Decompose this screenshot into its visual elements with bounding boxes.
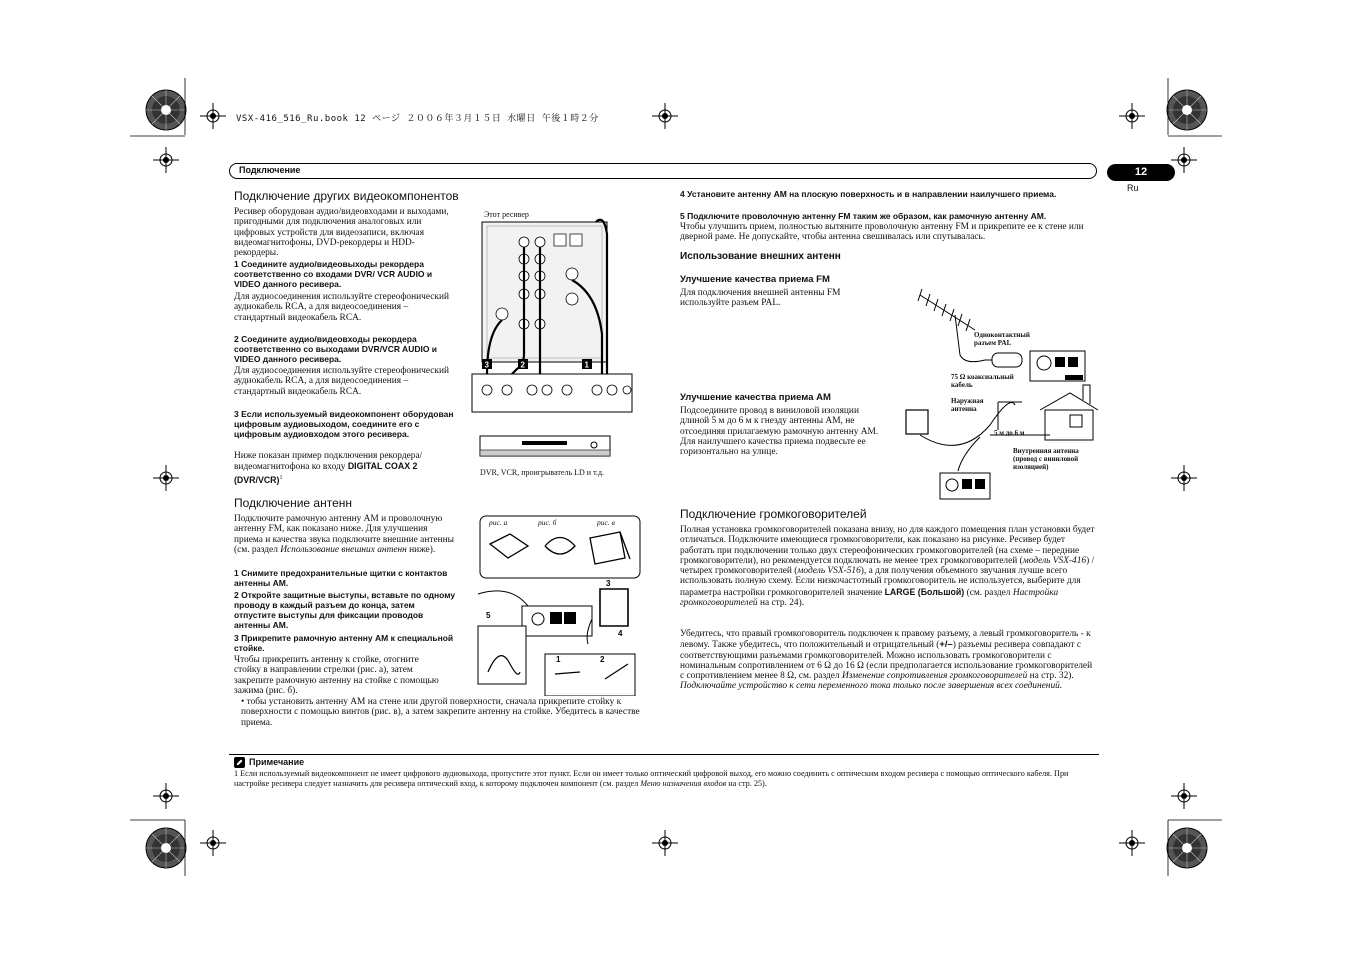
antenna-intro-text: Подключите рамочную антенну AM и проволочную антенну FM, как показано ниже. Для улучшения приема и качества звука подключите внешние антенны (см. раздел <box>234 514 454 555</box>
note-title: Примечание <box>249 757 305 767</box>
wire-length-label: 5 м до 6 м <box>994 429 1025 437</box>
antenna-step3-text: Чтобы прикрепить антенну к стойке, отогните стойку в направлении стрелки (рис. а), затем закрепите рамочную антенну на стойке с помощью зажима (рис. б). <box>234 655 439 696</box>
digital-coax-label: DIGITAL COAX 2 (DVR/VCR) <box>234 461 418 485</box>
antenna-step5-text: Чтобы улучшить прием, полностью вытяните проволочную антенну FM и прикрепите ее к стене или дверной раме. Не допускайте, чтобы антенна свешивалась или спутывалась. <box>680 222 1084 243</box>
am-improve-title: Улучшение качества приема AM <box>680 392 831 403</box>
fm-yagi-antenna-icon <box>918 289 995 362</box>
video-step2: 2 Соедините аудио/видеовходы рекордера соответственно со выходами DVR/VCR AUDIO и VIDEO данного ресивера. <box>234 334 438 364</box>
antenna-bullet: • тобы установить антенну AM на стене или другой поверхности, сначала прикрепите стойку к поверхности с помощью винтов (рис. в), а затем закрепите антенну на стойке. Убедитесь в качестве приема. <box>241 697 640 728</box>
video-step1-text: Для аудиосоединения используйте стереофонический аудиокабель RCA, а для видеосоединения – стандартный видеокабель RCA. <box>234 292 450 323</box>
video-step2-text: Для аудиосоединения используйте стереофонический аудиокабель RCA, а для видеосоединения – стандартный видеокабель RCA. <box>234 366 450 397</box>
video-heading: Подключение других видеокомпонентов <box>234 189 459 203</box>
section-bar <box>229 163 1097 179</box>
sp-p1d: (см. раздел <box>966 587 1011 598</box>
fig-b-label: рис. б <box>538 518 557 527</box>
registration-mark-icon <box>200 830 226 856</box>
external-antennas-heading: Использование внешних антенн <box>680 251 841 262</box>
sp-p2c: на стр. 32). <box>1029 671 1074 682</box>
sp-p1b: ) / четырех громкоговорителей ( <box>680 555 1095 577</box>
speakers-paragraph-2 <box>680 629 1098 681</box>
fm-improve-text: Для подключения внешней антенны FM используйте разъем PAL. <box>680 288 841 309</box>
polarity-sign: +/– <box>939 638 953 650</box>
impedance-link: Изменение сопротивления громкоговорителей <box>841 671 1028 682</box>
sp-p2a: Убедитесь, что правый громкоговоритель подключен к правому разъему, а левый громкоговоритель - к левому. Также убедитесь, что положительный и отрицательный ( <box>680 629 1091 651</box>
model-vsx416: модель VSX-416 <box>1022 555 1087 566</box>
antenna-step2: 2 Откройте защитные выступы, вставьте по одному проводу в каждый разъем до конца, затем отпустите выступы для фиксации проводов антенны AM. <box>234 590 456 630</box>
note-text <box>234 769 1100 789</box>
house-icon <box>1040 385 1098 440</box>
large-setting: LARGE (Большой) <box>884 586 965 597</box>
svg-text:4: 4 <box>618 629 623 638</box>
antenna-step3: 3 Прикрепите рамочную антенну AM к специальной стойке. <box>234 633 454 653</box>
video-connection-diagram <box>462 214 637 464</box>
sp-p1e: на стр. 24). <box>759 598 805 609</box>
note-text-main: 1 Если используемый видеокомпонент не имеет цифрового аудиовыхода, пропустите этот пункт. Если он имеет только оптический цифровой выход, его можно соединить с оптическим входом ресивера с помощью оптического кабеля. При настройке ресивера следует назначить для ресивера оптический вход, к которому подключен компонент (см. раздел <box>234 769 1069 788</box>
registration-mark-icon <box>652 103 678 129</box>
indoor-antenna-label: Внутренняя антенна (провод с виниловой изоляцией) <box>1013 447 1079 471</box>
video-intro: Ресивер оборудован аудио/видеовходами и выходами, пригодными для подключения аналоговых или цифровых устройств для видеозаписи, включая видеомагнитофоны, DVD-рекордеры и HDD-рекордеры. <box>234 207 449 259</box>
page-language: Ru <box>1127 183 1139 193</box>
am-improve-text: Подсоедините провод в виниловой изоляции длиной 5 м до 6 м к гнезду антенны AM, не отсоединяя прилагаемую рамочную антенну AM. Для наилучшего качества приема подвесьте ее горизонтально на улице. <box>680 406 879 458</box>
outdoor-antenna-label: Наружная антенна <box>951 397 984 413</box>
page-number-badge: 12 <box>1107 164 1175 181</box>
sp-p2b: ) разъемы ресивера совпадают с соответствующими разъемами громкоговорителей. Можно использовать громкоговорители с номинальным сопротивлением от 6 Ω до 16 Ω (если предполагается использование громкоговорителей с сопротивлением менее 8 Ω, см. раздел <box>680 640 1093 682</box>
registration-mark-icon <box>146 828 186 868</box>
svg-text:2: 2 <box>520 360 525 370</box>
antenna-intro-end: ниже). <box>409 544 436 555</box>
svg-text:5: 5 <box>486 611 491 620</box>
speakers-paragraph-1 <box>680 525 1098 608</box>
registration-mark-icon <box>153 783 179 809</box>
section-title: Подключение <box>239 165 301 175</box>
registration-mark-icon <box>1167 828 1207 868</box>
coax-cable-label: 75 Ω коаксиальный кабель <box>951 373 1014 389</box>
antenna-heading: Подключение антенн <box>234 496 353 510</box>
video-step3: 3 Если используемый видеокомпонент оборудован цифровым аудиовыходом, соедините его с цифровым аудиовходом этого ресивера. <box>234 409 454 439</box>
pal-connector-label: Одноконтактный разъем PAL <box>974 331 1030 347</box>
model-vsx516: модель VSX-516 <box>797 566 861 577</box>
antenna-intro <box>234 514 456 555</box>
speakers-paragraph-3: Подключайте устройство к сети переменного тока только после завершения всех соединений. <box>680 681 1063 691</box>
video-step3-text <box>234 451 456 486</box>
input-assign-link: Меню назначения входов <box>640 779 727 788</box>
fig-c-label: рис. в <box>597 518 615 527</box>
registration-mark-icon <box>153 465 179 491</box>
antenna-step4: 4 Установите антенну AM на плоскую поверхность и в направлении наилучшего приема. <box>680 189 1057 199</box>
file-header: VSX-416_516_Ru.book 12 ページ ２００６年３月１５日 水曜日 午後１時２分 <box>236 114 599 124</box>
video-step1: 1 Соедините аудио/видеовыходы рекордера соответственно со входами DVR/ VCR AUDIO и VIDEO данного ресивера. <box>234 259 433 289</box>
speakers-heading: Подключение громкоговорителей <box>680 507 867 521</box>
fig-a-label: рис. а <box>489 518 508 527</box>
sp-p1a: Полная установка громкоговорителей показана внизу, но для каждого помещения план установки будет отличаться. Подключите имеющиеся громкоговорители, как показано на рисунке. Ресивер будет работать при подключении только двух стереофонических громкоговорителей (на схеме – передние громкоговорители), но рекомендуется подключать не менее трех громкоговорителей ( <box>680 525 1095 566</box>
receiver-label: Этот ресивер <box>484 210 529 219</box>
footnote-ref: 1 <box>279 474 283 481</box>
svg-text:1: 1 <box>584 360 589 370</box>
registration-mark-icon <box>146 90 186 130</box>
external-antenna-diagram <box>900 285 1100 505</box>
registration-mark-icon <box>153 147 179 173</box>
video-step3-text-main: Ниже показан пример подключения рекордера/ видеомагнитофона ко входу <box>234 451 423 473</box>
registration-mark-icon <box>1171 465 1197 491</box>
registration-mark-icon <box>1171 147 1197 173</box>
svg-text:3: 3 <box>606 579 611 588</box>
antenna-step1: 1 Снимите предохранительные щитки с контактов антенны AM. <box>234 568 448 588</box>
sp-p1c: ), а для получения объемного звучания лучше всего использовать полную схему. Если низкочастотный громкоговоритель не используется, выберите для параметра настройки громкоговорителей значение <box>680 566 1081 598</box>
recorder-caption: DVR, VCR, проигрыватель LD и т.д. <box>480 468 605 477</box>
fm-improve-title: Улучшение качества приема FM <box>680 274 830 285</box>
speaker-setup-link: Настройка громкоговорителей <box>680 587 1059 609</box>
svg-text:3: 3 <box>484 360 489 370</box>
note-divider <box>229 754 1099 755</box>
registration-mark-icon <box>1119 830 1145 856</box>
note-pencil-icon <box>234 757 245 768</box>
external-antenna-link: Использование внешних антенн <box>280 544 407 555</box>
svg-text:1: 1 <box>556 655 561 664</box>
registration-mark-icon <box>1167 90 1207 130</box>
svg-text:2: 2 <box>600 655 605 664</box>
registration-mark-icon <box>1119 103 1145 129</box>
am-antenna-diagram <box>470 514 645 696</box>
registration-mark-icon <box>652 830 678 856</box>
note-text-end: на стр. 25). <box>728 779 767 788</box>
registration-mark-icon <box>200 103 226 129</box>
registration-mark-icon <box>1171 783 1197 809</box>
antenna-step5: 5 Подключите проволочную антенну FM таким же образом, как рамочную антенну AM. <box>680 211 1047 221</box>
